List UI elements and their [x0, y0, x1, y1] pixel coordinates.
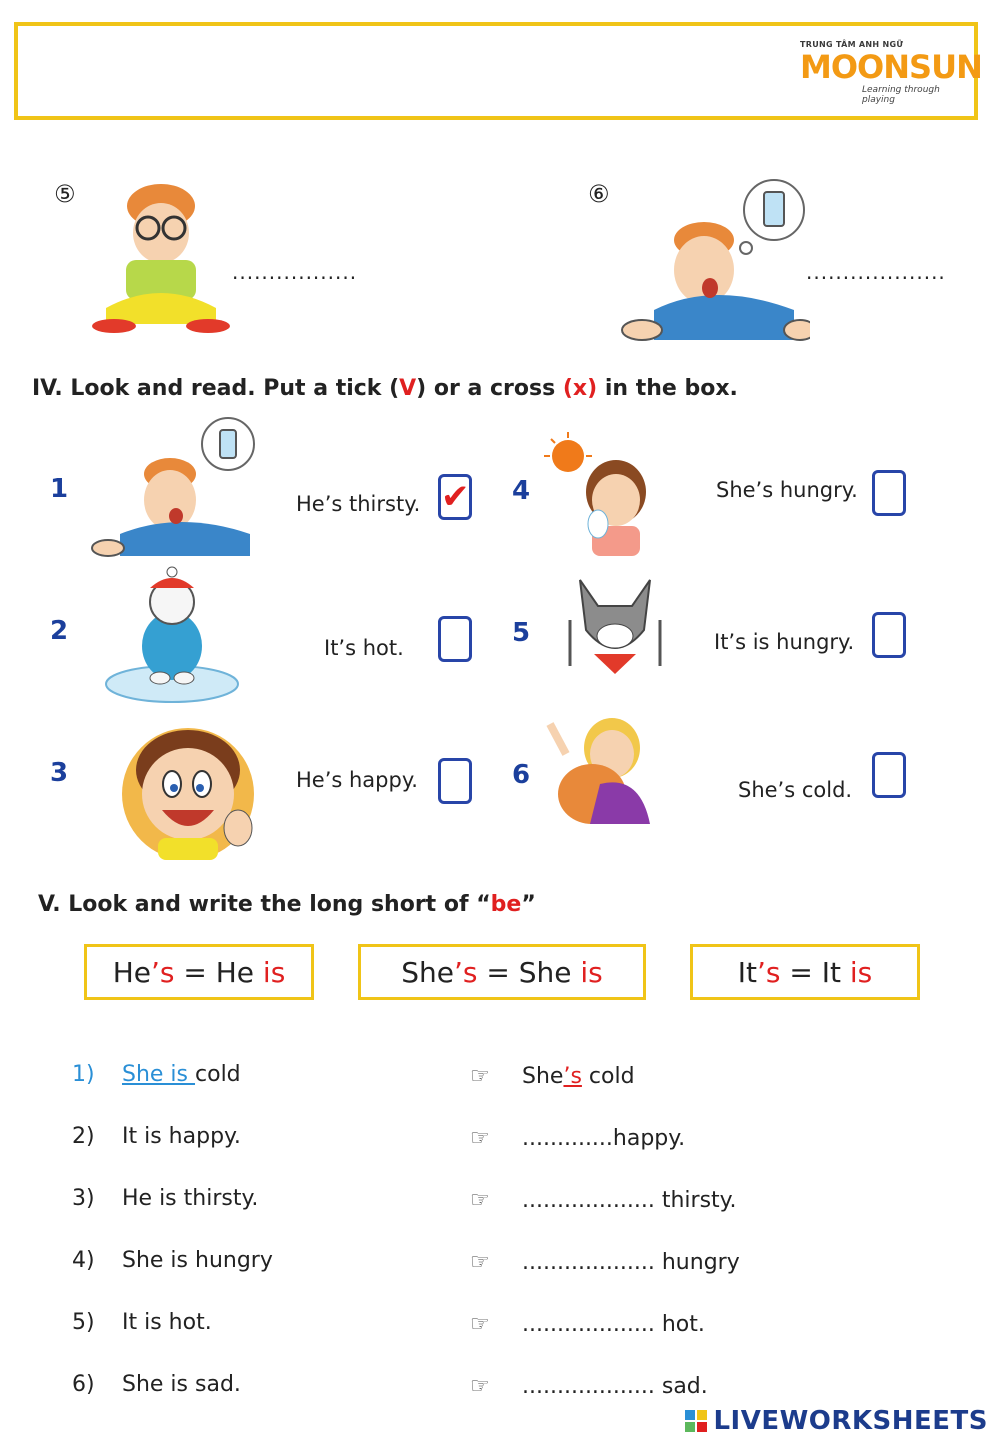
- question-3-text: He’s happy.: [296, 768, 418, 792]
- section-5-title: V. Look and write the long short of “be”: [38, 892, 536, 917]
- exercise-3-number: 3): [72, 1186, 95, 1211]
- question-1-checkbox[interactable]: [438, 474, 472, 520]
- question-6-number: 6: [512, 760, 531, 790]
- exercise-4-number: 4): [72, 1248, 95, 1273]
- exercise-6-text: She is sad.: [122, 1372, 241, 1397]
- worried-boy-image: [86, 178, 236, 334]
- example-number: 1): [72, 1062, 95, 1087]
- exercise-5-number: 5): [72, 1310, 95, 1335]
- pointing-hand-icon: ☞: [470, 1188, 490, 1213]
- exercise-2-text: It is happy.: [122, 1124, 241, 1149]
- exercise-2-blank[interactable]: .............happy.: [522, 1126, 686, 1151]
- hungry-wolf-image: [560, 570, 670, 680]
- item-6-blank[interactable]: ...................: [806, 260, 946, 284]
- pointing-hand-icon: ☞: [470, 1250, 490, 1275]
- pointing-hand-icon: ☞: [470, 1064, 490, 1089]
- question-4-checkbox[interactable]: [872, 470, 906, 516]
- polar-bear-image: [102, 566, 242, 706]
- question-4-text: She’s hungry.: [716, 478, 858, 502]
- pointing-hand-icon: ☞: [470, 1312, 490, 1337]
- question-5-number: 5: [512, 618, 531, 648]
- question-2-checkbox[interactable]: [438, 616, 472, 662]
- pointing-hand-icon: ☞: [470, 1126, 490, 1151]
- happy-boy-image: [118, 710, 268, 870]
- item-5-blank[interactable]: .................: [232, 260, 358, 284]
- question-3-checkbox[interactable]: [438, 758, 472, 804]
- question-1-text: He’s thirsty.: [296, 492, 421, 516]
- thirsty-boy-image: [614, 170, 810, 350]
- exercise-5-text: It is hot.: [122, 1310, 212, 1335]
- exercise-6-number: 6): [72, 1372, 95, 1397]
- hot-girl-image: [540, 430, 670, 560]
- liveworksheets-icon: [685, 1410, 707, 1432]
- question-5-text: It’s is hungry.: [714, 630, 855, 654]
- exercise-2-number: 2): [72, 1124, 95, 1149]
- question-2-number: 2: [50, 616, 69, 646]
- question-6-checkbox[interactable]: [872, 752, 906, 798]
- exercise-4-blank[interactable]: ................... hungry: [522, 1250, 740, 1275]
- rule-box-he: He ’s = He is: [84, 944, 314, 1000]
- exercise-5-blank[interactable]: ................... hot.: [522, 1312, 705, 1337]
- question-6-text: She’s cold.: [738, 778, 853, 802]
- tick-icon: ✔: [441, 477, 470, 517]
- question-4-number: 4: [512, 476, 531, 506]
- item-5-number: ⑤: [54, 180, 76, 208]
- example-answer: She’s cold: [522, 1064, 635, 1089]
- question-2-text: It’s hot.: [324, 636, 404, 660]
- moonsun-logo: TRUNG TÂM ANH NGỮ MOONSUN Learning through playing: [800, 40, 982, 105]
- question-3-number: 3: [50, 758, 69, 788]
- rule-box-she: She ’s = She is: [358, 944, 646, 1000]
- item-6-number: ⑥: [588, 180, 610, 208]
- question-1-number: 1: [50, 474, 69, 504]
- rule-box-it: It ’s = It is: [690, 944, 920, 1000]
- exercise-4-text: She is hungry: [122, 1248, 273, 1273]
- exercise-3-text: He is thirsty.: [122, 1186, 259, 1211]
- liveworksheets-logo: LIVEWORKSHEETS: [685, 1406, 988, 1436]
- exercise-3-blank[interactable]: ................... thirsty.: [522, 1188, 737, 1213]
- section-4-title: IV. Look and read. Put a tick (V) or a cross (x) in the box.: [32, 376, 738, 401]
- exercise-6-blank[interactable]: ................... sad.: [522, 1374, 708, 1399]
- question-5-checkbox[interactable]: [872, 612, 906, 658]
- thirsty-boy-image: [90, 414, 260, 564]
- girl-chicken-image: [540, 704, 660, 832]
- example-sentence: She is cold: [122, 1062, 241, 1087]
- pointing-hand-icon: ☞: [470, 1374, 490, 1399]
